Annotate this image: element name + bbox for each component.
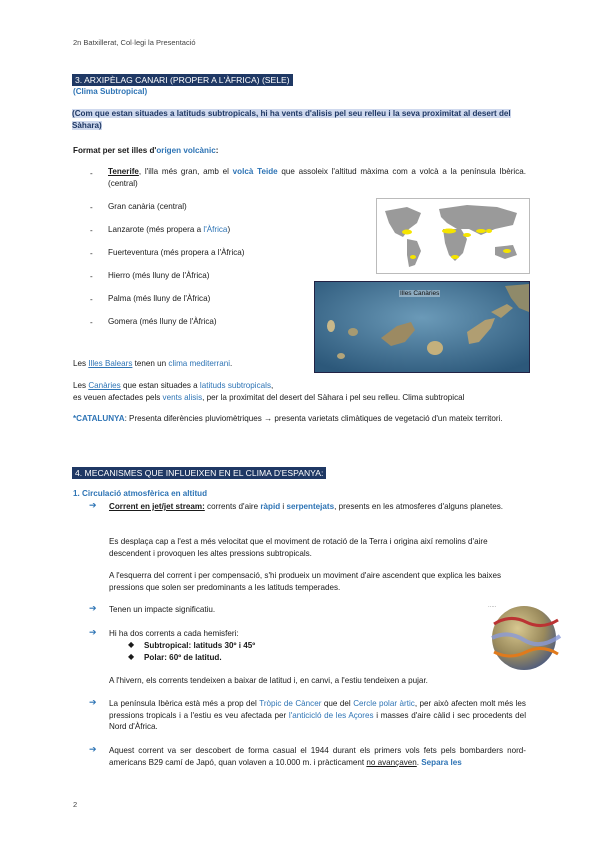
list-item: Fuerteventura (més propera a l'Àfrica) — [108, 248, 245, 257]
text: i — [280, 502, 287, 511]
arrow-right-icon: ➔ — [89, 603, 97, 613]
island-text: , l'illa més gran, amb el — [138, 167, 233, 176]
list-dash: - — [90, 249, 93, 258]
list-dash: - — [90, 169, 93, 178]
list-dash: - — [90, 318, 93, 327]
text: Aquest corrent va ser descobert de forma casual el 1944 durant els primers vols fets pels bombarders nord-americans B29 camí de Japó, quan volaven a 10.000 m. i pràcticament — [109, 746, 526, 767]
diamond-icon: ◆ — [128, 652, 135, 661]
section-3-subtitle: (Clima Subtropical) — [73, 87, 148, 96]
island-highlight: l'Àfrica — [203, 225, 228, 234]
balears-link: Illes Balears — [88, 359, 133, 368]
list-item — [108, 224, 230, 236]
diamond-icon: ◆ — [128, 640, 135, 649]
bullet-two-currents: Hi ha dos corrents a cada hemisferi: — [109, 629, 239, 638]
canaries-line-2 — [73, 392, 464, 404]
list-dash: - — [90, 272, 93, 281]
arrow-right-icon: ➔ — [89, 500, 97, 510]
canary-islands-map-image — [314, 281, 530, 373]
highlight: serpentejats — [286, 502, 335, 511]
text: , per això afecten molt més les pressions tropicals i a l'estiu es veu afectada per — [109, 699, 526, 720]
balears-line — [73, 358, 232, 370]
text: corrents d'aire — [204, 502, 261, 511]
paragraph-c: A l'hivern, els corrents tendeixen a baixar de latitud i, en canvi, a l'estiu tendeixen a pujar. — [109, 676, 428, 685]
section-4-title: 4. MECANISMES QUE INFLUEIXEN EN EL CLIMA D'ESPANYA: — [72, 467, 326, 479]
island-text: Lanzarote (més propera a — [108, 225, 204, 234]
paragraph-b: A l'esquerra del corrent i per compensació, s'hi produeix un moviment d'aire ascendent que explica les baixes pressions que solen ser predominants a les latituds temperades. — [109, 571, 502, 592]
canaries-line-1 — [73, 380, 273, 392]
island-highlight: volcà Teide — [232, 167, 278, 176]
list-item: Palma (més lluny de l'Àfrica) — [108, 294, 211, 303]
list-item: Gran canària (central) — [108, 202, 187, 211]
page-number: 2 — [73, 800, 78, 809]
text: tenen un — [132, 359, 169, 368]
world-climate-map-image — [376, 198, 530, 274]
highlight: latituds subtropicals — [199, 381, 272, 390]
bullet-discovery — [109, 745, 526, 768]
text: : Presenta diferències pluviomètriques → presenta varietats climàtiques de vegetació d'un mateix territori. — [124, 414, 503, 423]
text: i masses d'aire càlid i sec procedents del Nord d'Àfrica. — [109, 710, 526, 731]
svg-text:·····: ····· — [488, 604, 497, 610]
highlight: Cercle polar àrtic — [353, 699, 415, 708]
underlined-text: no avançaven — [366, 757, 417, 767]
highlight: clima mediterrani — [168, 359, 231, 368]
map-label: Illes Canàries — [400, 290, 440, 297]
page-header: 2n Batxillerat, Col·legi la Presentació — [73, 38, 196, 47]
paragraph-a: Es desplaça cap a l'est a més velocitat que el moviment de rotació de la Terra i origina així remolins d'aire descendent i provoquen les altes pressions subtropicals. — [109, 537, 488, 558]
formed-suffix: : — [215, 146, 219, 155]
highlight: ràpid — [260, 502, 281, 511]
subsection-1-title: 1. Circulació atmosfèrica en altitud — [73, 489, 208, 498]
text: , — [271, 381, 274, 390]
catalunya-note — [73, 413, 525, 425]
highlight-text: (Com que estan situades a latituds subtropicals, hi ha vents d'alisis pel seu relleu i la seva proximitat al desert del Sàhara) — [72, 109, 511, 130]
formed-prefix: Format per set illes d' — [73, 146, 157, 155]
sub-item-polar: Polar: 60º de latitud. — [144, 653, 222, 662]
highlight: Tròpic de Càncer — [259, 699, 322, 708]
formed-link: origen volcànic — [156, 146, 216, 155]
highlight: l'anticicló de les Açores — [288, 710, 374, 720]
text: , presents en les atmosferes d'alguns planetes. — [334, 502, 504, 511]
term: Corrent en jet/jet stream: — [109, 502, 205, 511]
list-item: Hierro (més lluny de l'Àfrica) — [108, 271, 210, 280]
text: Les — [73, 359, 89, 368]
text: . — [416, 757, 422, 767]
list-item-tenerife — [108, 166, 526, 189]
bullet-jet-stream — [109, 501, 526, 513]
highlight: vents alisis — [162, 393, 203, 402]
text: , per la proximitat del desert del Sàhara i pel seu relleu. Clima subtropical — [202, 393, 465, 402]
earth-icon — [480, 598, 566, 672]
island-text: que assoleix l'altitud màxima com a volcà a la península Ibèrica. (central) — [108, 167, 527, 188]
island-text: ) — [227, 225, 231, 234]
text: . — [230, 359, 233, 368]
section-3-title: 3. ARXIPÈLAG CANARI (PROPER A L'ÀFRICA) (SELE) — [72, 74, 293, 86]
list-dash: - — [90, 295, 93, 304]
text: Les — [73, 381, 89, 390]
arrow-right-icon: ➔ — [89, 627, 97, 637]
arrow-right-icon: ➔ — [89, 697, 97, 707]
formed-line — [73, 145, 218, 157]
sub-item-subtropical: Subtropical: latituds 30º i 45º — [144, 641, 256, 650]
highlight: Separa les — [421, 757, 462, 767]
section-3-highlight — [72, 108, 526, 131]
bullet-iberian-peninsula — [109, 698, 526, 733]
text: es veuen afectades pels — [73, 393, 163, 402]
list-dash: - — [90, 203, 93, 212]
text: que del — [321, 699, 354, 708]
world-map-icon — [377, 199, 529, 273]
canaries-link: Canàries — [88, 381, 121, 390]
island-name: Tenerife — [108, 167, 139, 176]
list-dash: - — [90, 226, 93, 235]
text: que estan situades a — [120, 381, 200, 390]
text: La península Ibèrica està més a prop del — [109, 699, 260, 708]
list-item: Gomera (més lluny de l'Àfrica) — [108, 317, 217, 326]
jet-stream-earth-image — [480, 598, 566, 672]
arrow-right-icon: ➔ — [89, 744, 97, 754]
catalunya-label: *CATALUNYA — [73, 414, 125, 423]
bullet-impact: Tenen un impacte significatiu. — [109, 605, 216, 614]
